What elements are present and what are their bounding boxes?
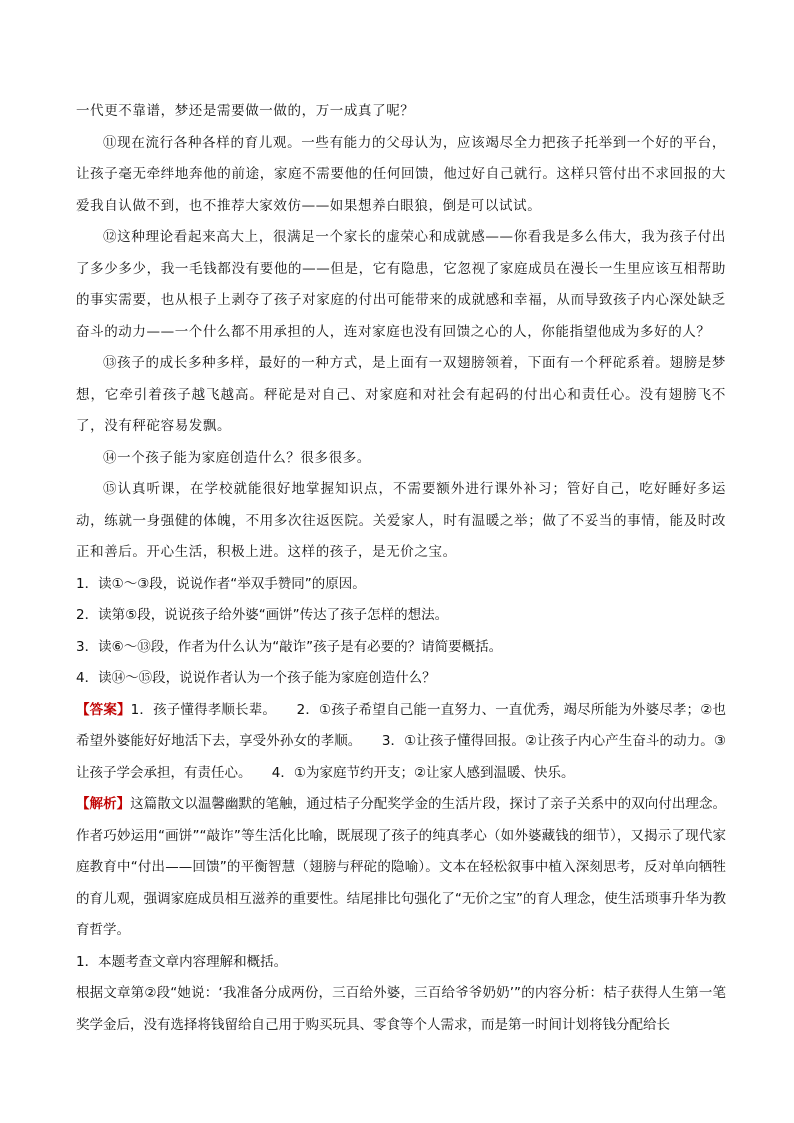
explanation-q1-title: 1．本题考查文章内容理解和概括。 xyxy=(76,953,288,970)
explanation-q1-text: 根据文章第②段“她说：‘我准备分成两份，三百给外婆，三百给爷爷奶奶’”的内容分析：桔子获得人生第一笔奖学金后，没有选择将钱留给自己用于购买玩具、零食等个人需求，而是第一时间计划将钱分配给长 xyxy=(76,985,726,1033)
answer-label: 【答案】 xyxy=(76,701,131,718)
passage-paragraph-10-tail: 一代更不靠谱，梦还是需要做一做的，万一成真了呢？ xyxy=(76,103,415,119)
passage-paragraph-11: ⑪现在流行各种各样的育儿观。一些有能力的父母认为，应该竭尽全力把孩子托举到一个好的平台，让孩子毫无牵绊地奔他的前途，家庭不需要他的任何回馈，他过好自己就行。这样只管付出不求回报的大爱我自认做不到，也不推荐大家效仿——如果想养白眼狼，倒是可以试试。 xyxy=(76,134,726,214)
analysis-text: 这篇散文以温馨幽默的笔触，通过桔子分配奖学金的生活片段，探讨了亲子关系中的双向付出理念。作者巧妙运用“画饼”“敲诈”等生活化比喻，既展现了孩子的纯真孝心（如外婆藏钱的细节），又揭示了现代家庭教育中“付出——回馈”的平衡智慧（翅膀与秤砣的隐喻）。文本在轻松叙事中植入深刻思考，反对单向牺牲的育儿观，强调家庭成员相互滋养的重要性。结尾排比句强化了“无价之宝”的育人理念，使生活琐事升华为教育哲学。 xyxy=(76,796,727,938)
question-3: 3．读⑥～⑬段，作者为什么认为“敲诈”孩子是有必要的？请简要概括。 xyxy=(76,638,503,655)
analysis-section xyxy=(76,789,726,1041)
passage-paragraph-15: ⑮认真听课，在学校就能很好地掌握知识点，不需要额外进行课外补习；管好自己，吃好睡好多运动，练就一身强健的体魄，不用多次往返医院。关爱家人，时有温暖之举；做了不妥当的事情，能及时改正和善后。开心生活，积极上进。这样的孩子，是无价之宝。 xyxy=(76,481,726,560)
analysis-label: 【解析】 xyxy=(76,796,131,812)
answer-section xyxy=(76,695,726,790)
passage-paragraph-14: ⑭一个孩子能为家庭创造什么？很多很多。 xyxy=(103,449,371,466)
questions-section xyxy=(76,569,726,695)
answer-text: 1．孩子懂得孝顺长辈。 2．①孩子希望自己能一直努力、一直优秀，竭尽所能为外婆尽孝；②也希望外婆能好好地活下去，享受外孙女的孝顺。 3．①让孩子懂得回报。②让孩子内心产生奋斗的动力。③让孩子学会承担，有责任心。 4．①为家庭节约开支；②让家人感到温暖、快乐。 xyxy=(76,701,726,781)
answer-paragraph xyxy=(76,695,726,790)
page-content xyxy=(76,96,726,1041)
question-4: 4．读⑭～⑮段，说说作者认为一个孩子能为家庭创造什么？ xyxy=(76,670,436,686)
question-2: 2．读第⑤段，说说孩子给外婆“画饼”传达了孩子怎样的想法。 xyxy=(76,607,449,623)
question-1: 1．读①～③段，说说作者“举双手赞同”的原因。 xyxy=(76,575,366,592)
reading-passage xyxy=(76,96,726,569)
analysis-paragraph xyxy=(76,789,726,947)
passage-paragraph-12: ⑫这种理论看起来高大上，很满足一个家长的虚荣心和成就感——你看我是多么伟大，我为孩子付出了多少多少，我一毛钱都没有要他的——但是，它有隐患，它忽视了家庭成员在漫长一生里应该互相帮助的事实需要，也从根子上剥夺了孩子对家庭的付出可能带来的成就感和幸福，从而导致孩子内心深处缺乏奋斗的动力——一个什么都不用承担的人，连对家庭也没有回馈之心的人，你能指望他成为多好的人？ xyxy=(76,229,726,340)
passage-paragraph-13: ⑬孩子的成长多种多样，最好的一种方式，是上面有一双翅膀领着，下面有一个秤砣系着。翅膀是梦想，它牵引着孩子越飞越高。秤砣是对自己、对家庭和对社会有起码的付出心和责任心。没有翅膀飞不了，没有秤砣容易发飘。 xyxy=(76,355,726,434)
